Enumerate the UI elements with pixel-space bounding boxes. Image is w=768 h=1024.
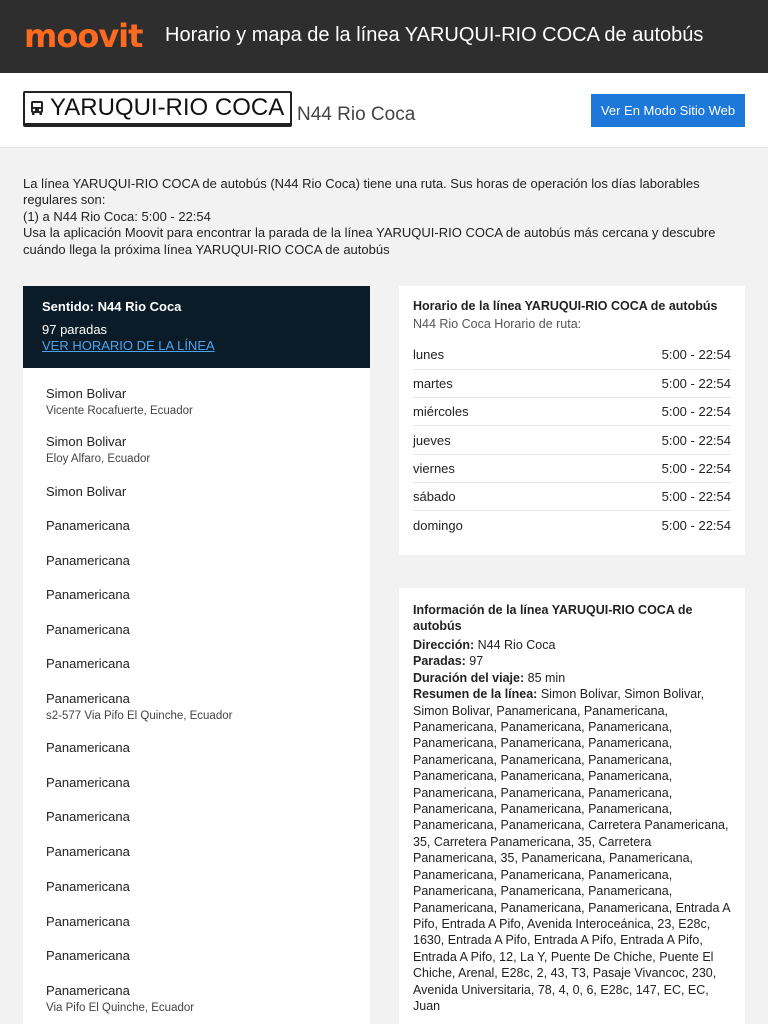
stop-location: Eloy Alfaro, Ecuador xyxy=(46,453,151,465)
stop-item[interactable] xyxy=(46,914,130,929)
day-cell: sábado xyxy=(413,482,554,510)
line-badge xyxy=(23,91,292,127)
stop-name: Panamericana xyxy=(46,622,130,637)
stop-item[interactable] xyxy=(46,434,150,465)
stop-name: Panamericana xyxy=(46,656,130,671)
intro-paragraph: La línea YARUQUI-RIO COCA de autobús (N44 Rio Coca) tiene una ruta. Sus horas de operación los días laborables regulares son: xyxy=(23,176,700,208)
stop-location: s2-577 Via Pifo El Quinche, Ecuador xyxy=(46,710,233,722)
info-label: Dirección: xyxy=(413,638,475,652)
time-cell: 5:00 - 22:54 xyxy=(554,398,731,426)
stop-item[interactable] xyxy=(46,484,126,499)
stop-name: Panamericana xyxy=(46,775,130,790)
info-duration xyxy=(413,670,731,686)
schedule-table xyxy=(413,341,731,539)
info-value: 85 min xyxy=(527,670,566,685)
stop-item[interactable] xyxy=(46,386,193,417)
time-cell: 5:00 - 22:54 xyxy=(554,341,731,369)
stop-name: Panamericana xyxy=(46,740,130,755)
page-title: Horario y mapa de la línea YARUQUI-RIO COCA de autobús xyxy=(165,24,704,46)
stop-item[interactable] xyxy=(46,691,232,722)
day-cell: miércoles xyxy=(413,398,554,426)
stop-name: Panamericana xyxy=(46,844,130,859)
table-row xyxy=(413,426,731,454)
info-direction xyxy=(413,637,731,653)
info-stops xyxy=(413,653,731,669)
table-row xyxy=(413,511,731,539)
info-value: 97 xyxy=(469,654,484,669)
time-cell: 5:00 - 22:54 xyxy=(554,426,731,454)
stop-item[interactable] xyxy=(46,844,130,859)
top-bar xyxy=(0,0,768,73)
time-cell: 5:00 - 22:54 xyxy=(554,482,731,510)
stop-item[interactable] xyxy=(46,587,130,602)
day-cell: domingo xyxy=(413,517,463,533)
intro-paragraph: (1) a N44 Rio Coca: 5:00 - 22:54 xyxy=(23,208,211,224)
schedule-title: Horario de la línea YARUQUI-RIO COCA de autobús xyxy=(413,299,718,313)
table-row xyxy=(413,482,731,510)
info-value: N44 Rio Coca xyxy=(477,638,556,652)
info-label: Duración del viaje: xyxy=(413,670,525,685)
schedule-card xyxy=(399,286,745,555)
info-label: Paradas: xyxy=(413,654,466,669)
stop-location: Via Pifo El Quinche, Ecuador xyxy=(46,1002,195,1014)
stop-item[interactable] xyxy=(46,740,130,755)
stop-name: Panamericana xyxy=(46,691,130,706)
direction-card xyxy=(23,286,370,1024)
stop-item[interactable] xyxy=(46,553,130,568)
stop-name: Panamericana xyxy=(46,948,130,963)
bus-icon xyxy=(29,100,45,116)
stop-name: Panamericana xyxy=(46,879,130,894)
stop-name: Panamericana xyxy=(46,518,130,533)
line-header xyxy=(0,73,768,148)
stop-name: Panamericana xyxy=(46,809,130,824)
day-cell: jueves xyxy=(413,426,554,454)
stop-name: Panamericana xyxy=(46,553,130,568)
stop-name: Panamericana xyxy=(46,914,130,929)
stop-name: Simon Bolivar xyxy=(46,484,127,499)
stops-count: 97 paradas xyxy=(42,322,108,337)
route-name: N44 Rio Coca xyxy=(297,104,416,125)
day-cell: viernes xyxy=(413,454,554,482)
time-cell: 5:00 - 22:54 xyxy=(661,517,731,533)
line-name: YARUQUI-RIO COCA xyxy=(50,94,285,121)
time-cell: 5:00 - 22:54 xyxy=(554,454,731,482)
info-value: Simon Bolivar, Simon Bolivar, Simon Bolivar, Panamericana, Panamericana, Panamericana, Panamericana, Panamericana, Panamericana, Panamericana, Panamericana, Panamericana, Panamericana, Panamericana, Panamericana, Panamericana, Panamericana, Panamericana, Panamericana, Panamericana, Panamericana, Panamericana, Panamericana, Panamericana, Panamericana, Carretera Panamericana, 35, Carretera Panamericana, 35, Carretera Panamericana, 35, Panamericana, Panamericana, Panamericana, Panamericana, Panamericana, Panamericana, Panamericana, Panamericana, Panamericana, Panamericana, Panamericana, Entrada A Pifo, Entrada A Pifo, Avenida Interoceánica, 23, E28c, 1630, Entrada A Pifo, Entrada A Pifo, Entrada A Pifo, Entrada A Pifo, 12, La Y, Puente De Chiche, Puente El Chiche, Arenal, E28c, 2, 43, T3, Pasaje Vivancoc, 230, Avenida Universitaria, 78, 4, 0, 6, E28c, 147, EC, EC, Juan xyxy=(413,687,730,1013)
info-title: Información de la línea YARUQUI-RIO COCA de autobús xyxy=(413,603,693,633)
day-cell: martes xyxy=(413,369,554,397)
day-cell: lunes xyxy=(413,341,554,369)
direction-title: Sentido: N44 Rio Coca xyxy=(42,299,182,314)
stop-item[interactable] xyxy=(46,518,130,533)
table-row xyxy=(413,369,731,397)
stops-list xyxy=(23,368,370,1024)
view-schedule-link[interactable]: VER HORARIO DE LA LÍNEA xyxy=(42,338,215,353)
intro-paragraph: Usa la aplicación Moovit para encontrar la parada de la línea YARUQUI-RIO COCA de autobús más cercana y descubre cuándo llega la próxima línea YARUQUI-RIO COCA de autobús xyxy=(23,225,716,257)
stop-name: Panamericana xyxy=(46,983,130,998)
stop-location: Vicente Rocafuerte, Ecuador xyxy=(46,405,193,417)
stop-name: Simon Bolivar xyxy=(46,434,127,449)
web-mode-button[interactable]: Ver En Modo Sitio Web xyxy=(591,94,745,127)
stop-item[interactable] xyxy=(46,622,130,637)
stop-item[interactable] xyxy=(46,809,130,824)
table-row xyxy=(413,398,731,426)
schedule-subtitle: N44 Rio Coca Horario de ruta: xyxy=(413,317,582,331)
stop-item[interactable] xyxy=(46,879,130,894)
intro-text xyxy=(23,176,738,258)
direction-header xyxy=(23,286,370,368)
stop-name: Simon Bolivar xyxy=(46,386,127,401)
info-label: Resumen de la línea: xyxy=(413,687,538,702)
stop-item[interactable] xyxy=(46,656,130,671)
stop-name: Panamericana xyxy=(46,587,130,602)
stop-item[interactable] xyxy=(46,948,130,963)
moovit-logo[interactable]: moovit xyxy=(24,17,143,55)
table-row xyxy=(413,341,731,369)
info-summary xyxy=(413,686,731,1014)
table-row xyxy=(413,454,731,482)
stop-item[interactable] xyxy=(46,983,194,1014)
stop-item[interactable] xyxy=(46,775,130,790)
time-cell: 5:00 - 22:54 xyxy=(554,369,731,397)
line-info-card xyxy=(399,588,745,1024)
